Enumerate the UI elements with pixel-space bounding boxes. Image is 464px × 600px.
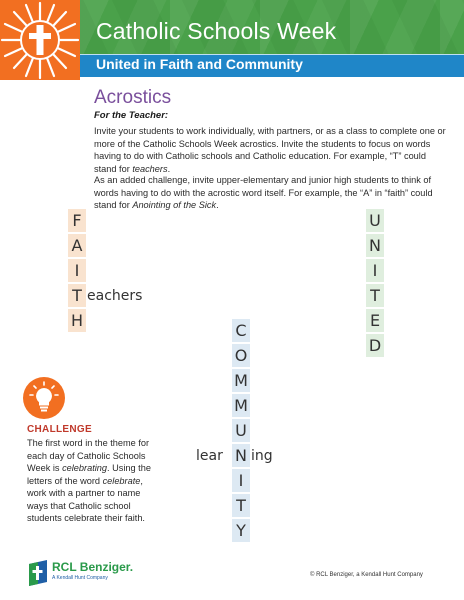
- faith-letter-a: A: [68, 234, 86, 257]
- sunburst-cross-icon: [0, 0, 80, 80]
- faith-letter-t: T: [68, 284, 86, 307]
- united-letter-d: D: [366, 334, 384, 357]
- community-letter-t: T: [232, 494, 250, 517]
- faith-letter-h: H: [68, 309, 86, 332]
- teacher-paragraph-2: As an added challenge, invite upper-elementary and junior high students to think of words having to do with the acrostic word itself. For example, the “A” in “faith” could stand for Anointing of the Sick.: [94, 175, 433, 210]
- lightbulb-icon: [23, 377, 65, 419]
- community-letter-o: O: [232, 344, 250, 367]
- community-letter-m1: M: [232, 369, 250, 392]
- learning-prefix-handwritten: lear: [196, 448, 223, 464]
- community-letter-n: N: [232, 444, 250, 467]
- for-teacher-label: For the Teacher:: [94, 110, 169, 121]
- teachers-handwritten: eachers: [87, 288, 143, 304]
- community-letter-i: I: [232, 469, 250, 492]
- page-title: Catholic Schools Week: [96, 18, 337, 44]
- page-header: [0, 0, 464, 80]
- page-subtitle: United in Faith and Community: [96, 56, 303, 72]
- challenge-text: The first word in the theme for each day of Catholic Schools Week is celebrating. Using the letters of the word celebrate, work with a partner to name ways that Catholic school students celebrate their faith.: [27, 438, 151, 523]
- united-letter-t: T: [366, 284, 384, 307]
- united-letter-n: N: [366, 234, 384, 257]
- rcl-logo-icon: [27, 560, 49, 586]
- community-letter-y: Y: [232, 519, 250, 542]
- publisher-name: RCL Benziger.: [52, 560, 134, 574]
- learning-suffix-handwritten: ing: [251, 448, 273, 464]
- faith-letter-i: I: [68, 259, 86, 282]
- united-letter-i: I: [366, 259, 384, 282]
- copyright-notice: © RCL Benziger, a Kendall Hunt Company: [310, 572, 423, 578]
- publisher-tagline: A Kendall Hunt Company: [52, 575, 108, 581]
- community-letter-m2: M: [232, 394, 250, 417]
- united-letter-u: U: [366, 209, 384, 232]
- united-letter-e: E: [366, 309, 384, 332]
- challenge-heading: CHALLENGE: [27, 424, 92, 435]
- section-title: Acrostics: [94, 87, 172, 108]
- community-letter-u: U: [232, 419, 250, 442]
- teacher-paragraph-1: Invite your students to work individually, with partners, or as a class to complete one or more of the Catholic Schools Week acrostics. Invite the students to focus on words having to do with Catholic schools and Catholic education. For example, “T” could stand for teachers.: [94, 126, 446, 174]
- faith-letter-f: F: [68, 209, 86, 232]
- community-letter-c: C: [232, 319, 250, 342]
